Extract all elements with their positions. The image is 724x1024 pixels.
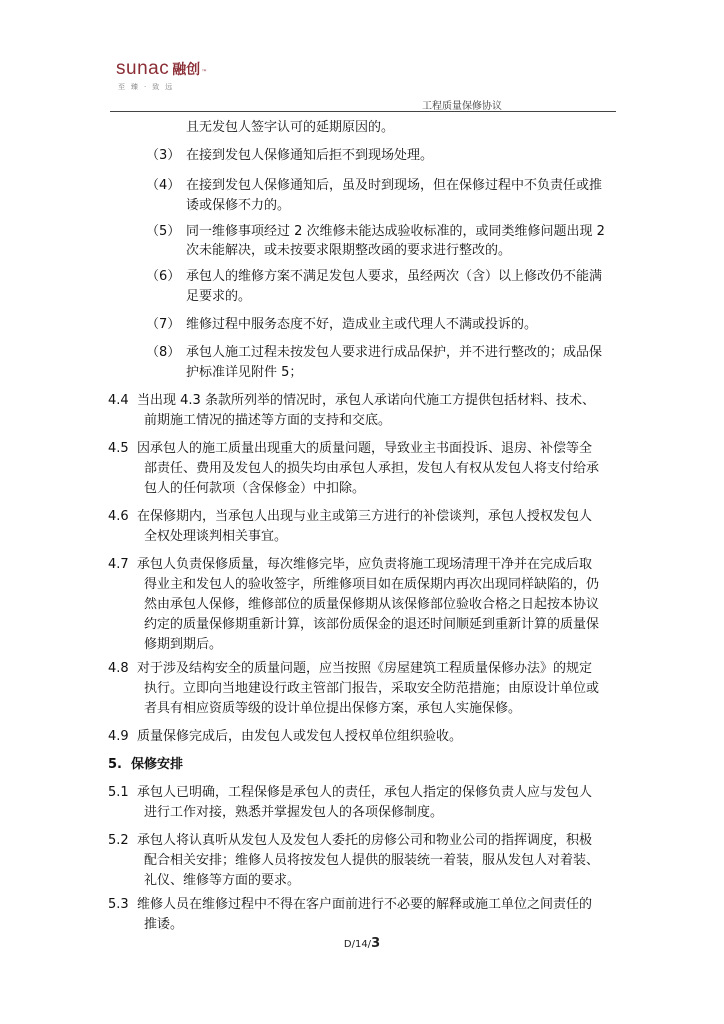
logo-text-cn: 融创 xyxy=(172,62,201,78)
sub-item-text: 同一维修事项经过 2 次维修未能达成验收标准的，或同类维修问题出现 2 xyxy=(186,224,605,239)
clause-number: 4.7 xyxy=(108,557,129,572)
sub-item-text: 诿或保修不力的。 xyxy=(186,198,291,213)
sub-item-number: （5） xyxy=(146,224,181,239)
clause-text: 修期到期后。 xyxy=(144,637,223,652)
sub-item-text: 承包人施工过程未按发包人要求进行成品保护，并不进行整改的；成品保 xyxy=(186,345,603,360)
clause-text: 前期施工情况的描述等方面的支持和交底。 xyxy=(144,413,392,428)
continuation-line: 且无发包人签字认可的延期原因的。 xyxy=(186,120,395,135)
clause-text: 质量保修完成后，由发包人或发包人授权单位组织验收。 xyxy=(137,729,463,744)
sub-item-text: 护标准详见附件 5； xyxy=(186,365,303,380)
clause-number: 4.4 xyxy=(108,393,129,408)
sub-item-text: 次未能解决，或未按要求限期整改函的要求进行整改的。 xyxy=(186,243,512,258)
sub-item-number: （7） xyxy=(146,317,181,332)
page-footer xyxy=(0,936,724,951)
sub-item-text: 足要求的。 xyxy=(186,289,252,304)
clause-text: 在保修期内，当承包人出现与业主或第三方进行的补偿谈判，承包人授权发包人 xyxy=(137,509,593,524)
sub-item-text: 维修过程中服务态度不好，造成业主或代理人不满或投诉的。 xyxy=(186,317,538,332)
clause-text: 维修人员在维修过程中不得在客户面前进行不必要的解释或施工单位之间责任的 xyxy=(137,897,593,912)
logo-text-en: sunac xyxy=(116,58,170,79)
clause-text: 承包人将认真听从发包人及发包人委托的房修公司和物业公司的指挥调度，积极 xyxy=(137,833,593,848)
document-title: 工程质量保修协议 xyxy=(422,101,502,112)
clause-number: 4.9 xyxy=(108,729,129,744)
clause-text: 然由承包人保修，维修部位的质量保修期从该保修部位验收合格之日起按本协议 xyxy=(144,597,600,612)
clause-text: 承包人已明确，工程保修是承包人的责任，承包人指定的保修负责人应与发包人 xyxy=(137,785,593,800)
header-divider xyxy=(110,111,616,112)
sub-item-number: （4） xyxy=(146,178,181,193)
section-number: 5. xyxy=(108,757,122,772)
sub-item-text: 承包人的维修方案不满足发包人要求，虽经两次（含）以上修改仍不能满 xyxy=(186,269,603,284)
clause-number: 5.1 xyxy=(108,785,129,800)
clause-text: 约定的质量保修期重新计算，该部份质保金的退还时间顺延到重新计算的质量保 xyxy=(144,617,600,632)
clause-text: 全权处理谈判相关事宜。 xyxy=(144,529,288,544)
clause-number: 4.6 xyxy=(108,509,129,524)
sub-item-text: 在接到发包人保修通知后，虽及时到现场，但在保修过程中不负责任或推 xyxy=(186,178,603,193)
clause-text: 推诿。 xyxy=(144,917,184,932)
sub-item-number: （8） xyxy=(146,345,181,360)
clause-text: 部责任、费用及发包人的损失均由承包人承担，发包人有权从发包人将支付给承 xyxy=(144,461,600,476)
clause-text: 礼仪、维修等方面的要求。 xyxy=(144,873,301,888)
section-title: 保修安排 xyxy=(131,757,184,772)
sub-item-text: 在接到发包人保修通知后拒不到现场处理。 xyxy=(186,148,434,163)
clause-number: 5.3 xyxy=(108,897,129,912)
logo-slogan: 至臻·致远 xyxy=(118,83,179,91)
clause-number: 4.8 xyxy=(108,661,129,676)
clause-text: 得业主和发包人的验收签字，所维修项目如在质保期内再次出现同样缺陷的，仍 xyxy=(144,577,600,592)
clause-text: 对于涉及结构安全的质量问题，应当按照《房屋建筑工程质量保修办法》的规定 xyxy=(137,661,593,676)
clause-number: 5.2 xyxy=(108,833,129,848)
clause-text: 包人的任何款项（含保修金）中扣除。 xyxy=(144,481,366,496)
page-number: 3 xyxy=(371,936,381,951)
page-number-prefix: D/14/ xyxy=(343,939,372,950)
clause-text: 承包人负责保修质量，每次维修完毕，应负责将施工现场清理干净并在完成后取 xyxy=(137,557,593,572)
clause-text: 当出现 4.3 条款所列举的情况时，承包人承诺向代施工方提供包括材料、技术、 xyxy=(137,393,595,408)
clause-number: 4.5 xyxy=(108,441,129,456)
sub-item-number: （3） xyxy=(146,148,181,163)
logo-trademark: ™ xyxy=(201,69,208,76)
sunac-logo xyxy=(116,58,207,92)
sub-item-number: （6） xyxy=(146,269,181,284)
clause-text: 进行工作对接，熟悉并掌握发包人的各项保修制度。 xyxy=(144,805,444,820)
clause-text: 者具有相应资质等级的设计单位提出保修方案，承包人实施保修。 xyxy=(144,701,522,716)
clause-text: 配合相关安排；维修人员将按发包人提供的服装统一着装，服从发包人对着装、 xyxy=(144,853,600,868)
clause-text: 执行。立即向当地建设行政主管部门报告，采取安全防范措施；由原设计单位或 xyxy=(144,681,600,696)
clause-text: 因承包人的施工质量出现重大的质量问题，导致业主书面投诉、退房、补偿等全 xyxy=(137,441,593,456)
